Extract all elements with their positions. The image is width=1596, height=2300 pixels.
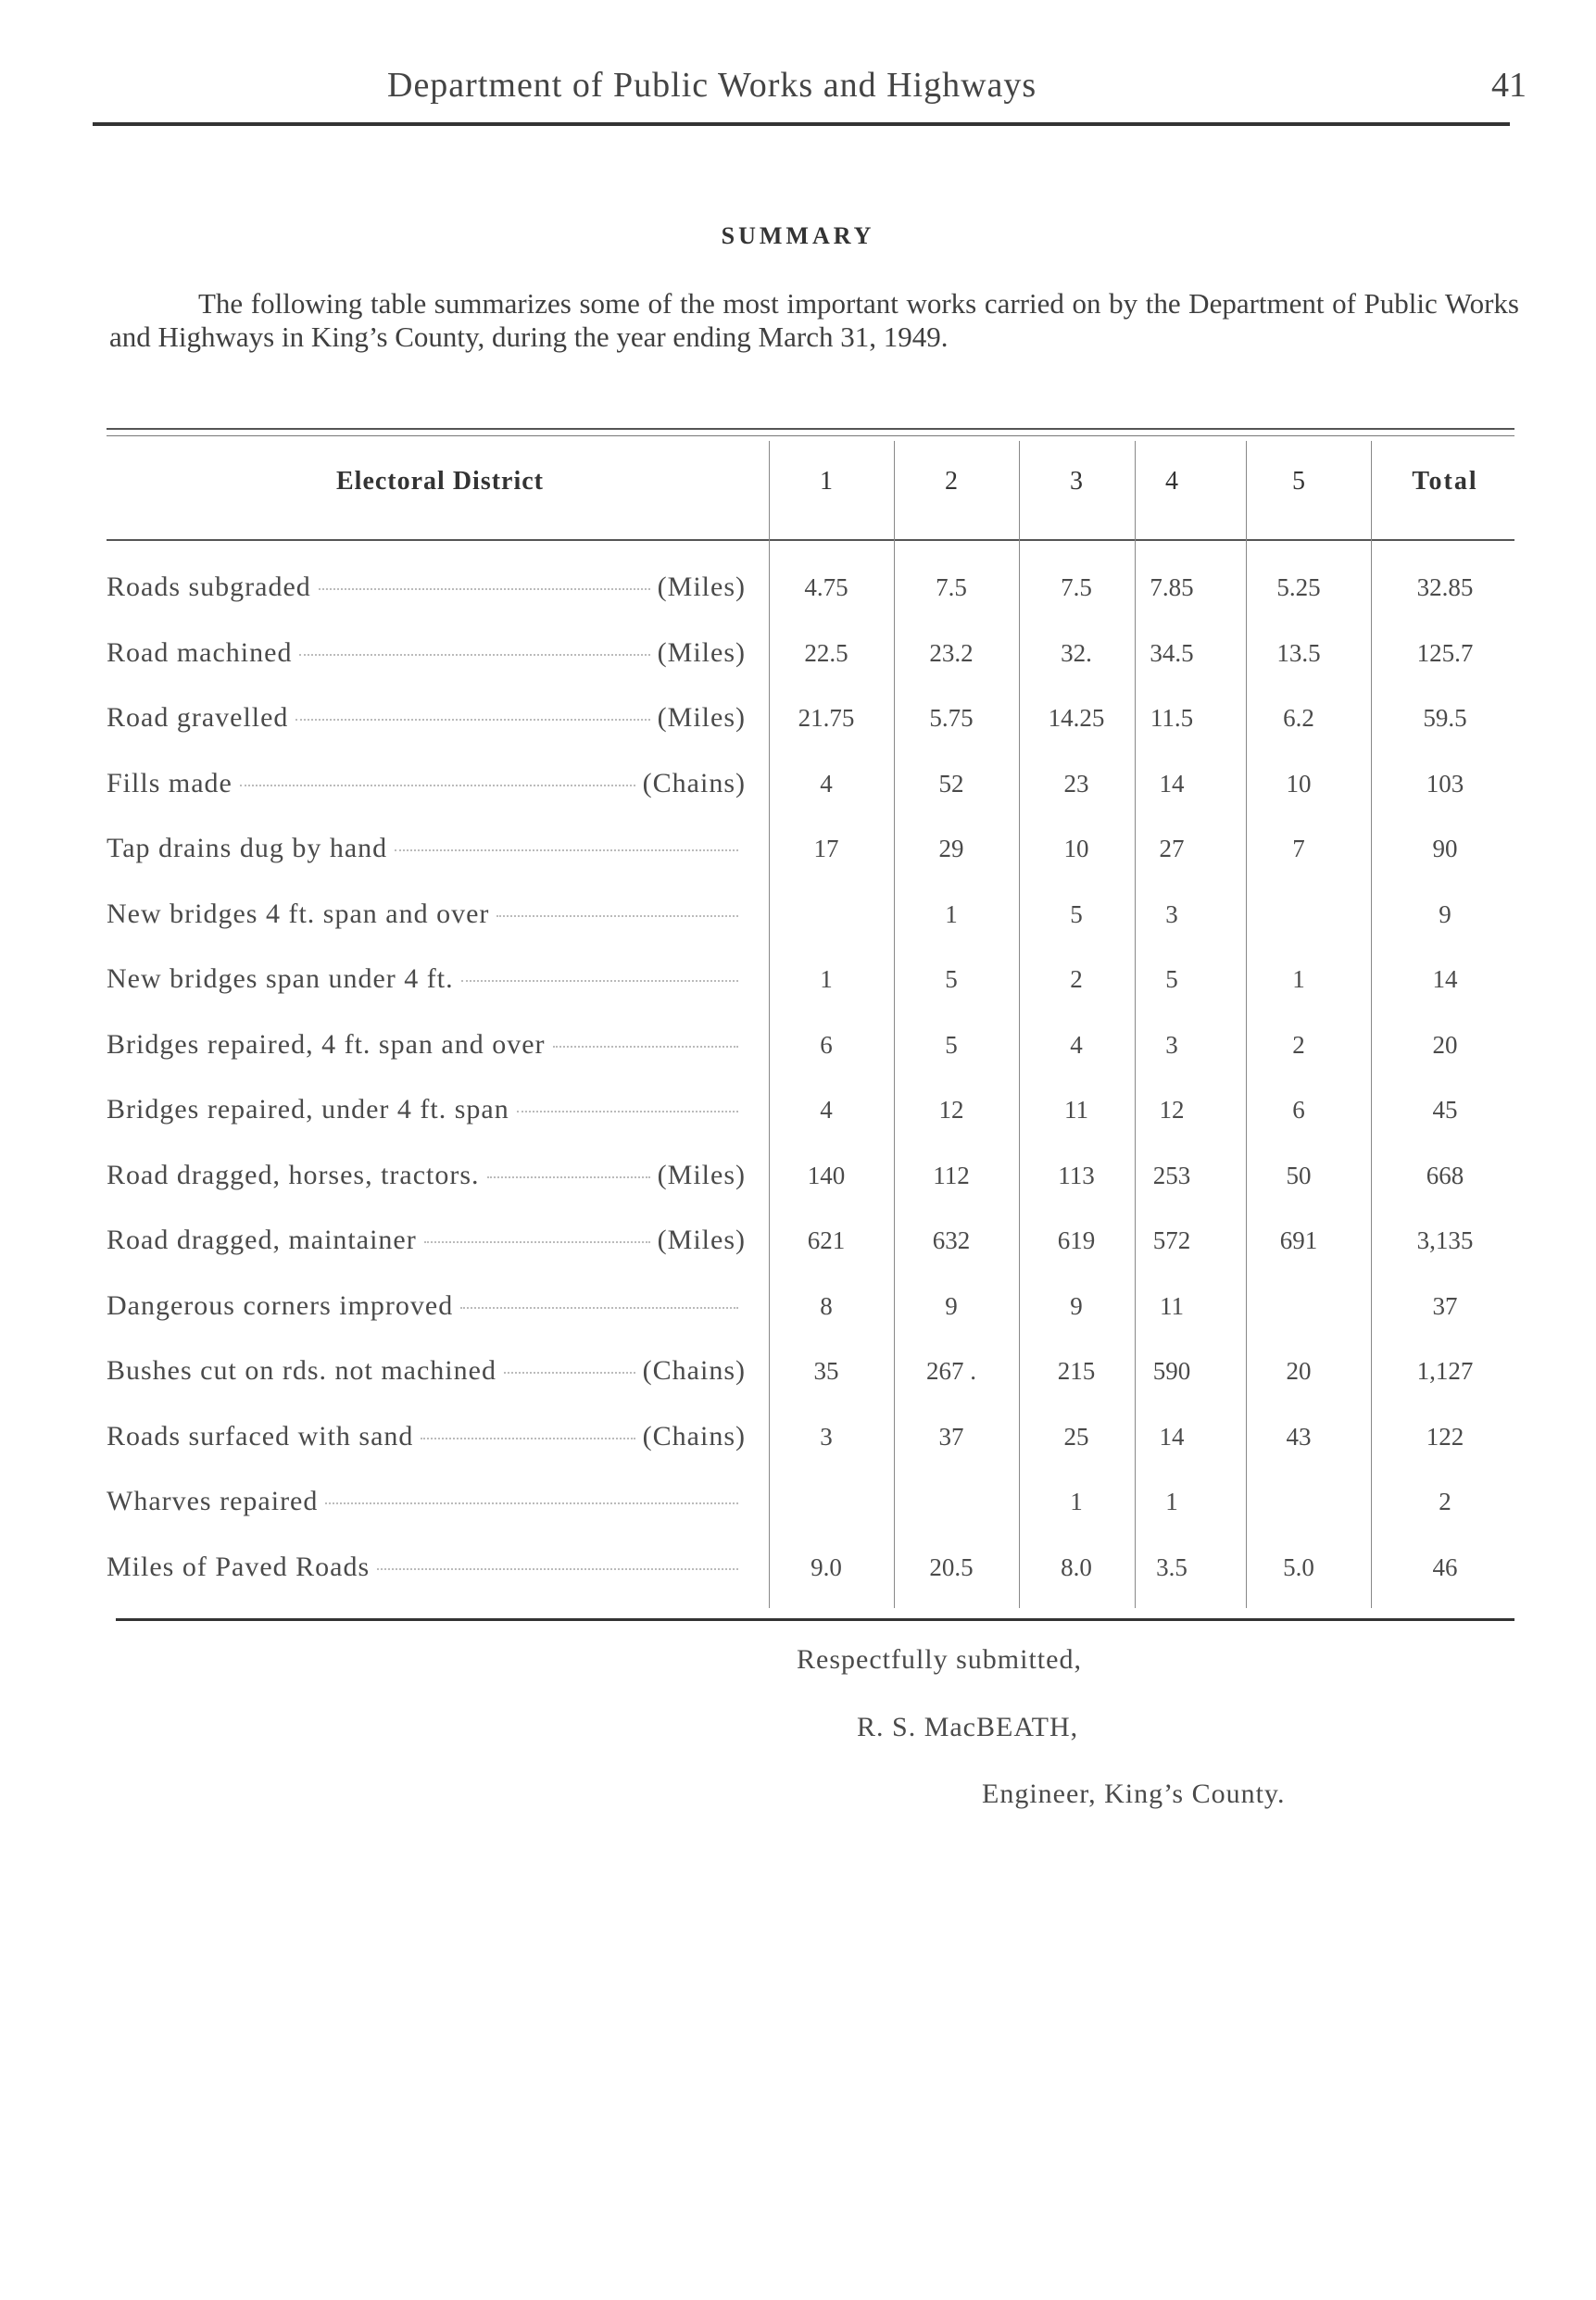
table-row — [107, 765, 1514, 830]
table-cell: 112 — [933, 1161, 970, 1189]
leader-dots — [517, 1111, 738, 1112]
table-row — [107, 1549, 1514, 1614]
intro-paragraph: The following table summarizes some of the most important works carried on by the Department of Public Works and Highways in King’s County, during the year ending March 31, 1949. — [109, 287, 1519, 353]
table-cell: 140 — [807, 1161, 846, 1189]
table-cell: 9 — [945, 1291, 958, 1320]
table-cell: 590 — [1152, 1357, 1191, 1385]
column-header: 2 — [945, 467, 958, 496]
row-label-text: Bridges repaired, under 4 ft. span — [107, 1094, 509, 1125]
table-row — [107, 1091, 1514, 1156]
header-title: Department of Public Works and Highways — [387, 66, 1037, 105]
table-cell: 2 — [1070, 965, 1083, 993]
table-cell: 6 — [1292, 1096, 1305, 1124]
table-cell: 3 — [1165, 1030, 1178, 1059]
row-label — [107, 569, 746, 606]
table-cell: 1,127 — [1416, 1357, 1474, 1385]
page-number: 41 — [1491, 66, 1527, 105]
leader-dots — [325, 1502, 738, 1504]
table-cell: 4 — [820, 1096, 833, 1124]
signature-name: R. S. MacBEATH, — [857, 1712, 1079, 1742]
row-label — [107, 1026, 746, 1063]
row-label — [107, 1352, 746, 1389]
column-header: 3 — [1070, 467, 1083, 496]
table-cell: 22.5 — [804, 638, 848, 667]
table-cell: 7 — [1292, 835, 1305, 862]
table-cell: 25 — [1063, 1422, 1089, 1451]
table-cell: 20.5 — [929, 1552, 974, 1581]
table-row — [107, 699, 1514, 764]
table-cell: 17 — [813, 835, 839, 862]
row-label-text: Miles of Paved Roads — [107, 1551, 371, 1582]
row-label-text: Bushes cut on rds. not machined — [107, 1355, 496, 1386]
row-unit: (Miles) — [657, 702, 746, 733]
table-cell: 90 — [1432, 835, 1458, 862]
row-label — [107, 1157, 746, 1194]
leader-dots — [377, 1568, 738, 1570]
table-cell: 1 — [1292, 965, 1305, 993]
leader-dots — [504, 1372, 635, 1374]
table-row — [107, 635, 1514, 699]
table-cell: 37 — [938, 1422, 964, 1451]
table-cell: 52 — [938, 769, 964, 798]
table-cell: 5 — [945, 1030, 958, 1059]
table-cell: 50 — [1286, 1161, 1312, 1189]
table-row — [107, 1483, 1514, 1548]
table-cell: 8 — [820, 1291, 833, 1320]
leader-dots — [553, 1046, 738, 1048]
row-label — [107, 635, 746, 672]
row-label — [107, 765, 746, 802]
table-cell: 59.5 — [1423, 704, 1467, 732]
row-label — [107, 1549, 746, 1586]
table-row — [107, 1026, 1514, 1091]
row-unit: (Chains) — [642, 1420, 746, 1452]
signature-closing: Respectfully submitted, — [797, 1644, 1082, 1675]
table-cell: 32. — [1061, 638, 1092, 667]
row-label-text: Fills made — [107, 767, 232, 798]
table-cell: 12 — [1159, 1096, 1185, 1124]
table-cell: 632 — [932, 1226, 971, 1254]
row-label — [107, 1091, 746, 1128]
table-cell: 10 — [1286, 769, 1312, 798]
table-cell: 1 — [945, 899, 958, 928]
table-bottom-rule — [116, 1618, 1514, 1621]
row-label-text: Tap drains dug by hand — [107, 833, 388, 863]
table-top-rule-inner — [107, 435, 1514, 436]
column-header: 5 — [1292, 467, 1305, 496]
table-cell: 20 — [1432, 1030, 1458, 1059]
row-label-text: Roads subgraded — [107, 572, 311, 602]
table-cell: 14 — [1159, 1422, 1185, 1451]
header-rule — [93, 122, 1510, 126]
row-unit: (Chains) — [642, 767, 746, 798]
table-cell: 1 — [1165, 1488, 1178, 1515]
leader-dots — [496, 915, 738, 917]
column-header: Total — [1412, 467, 1478, 496]
table-cell: 8.0 — [1061, 1552, 1092, 1581]
table-cell: 5.25 — [1276, 573, 1321, 601]
leader-dots — [395, 849, 738, 851]
table-cell: 2 — [1439, 1488, 1451, 1515]
leader-dots — [299, 654, 649, 656]
table-cell: 35 — [813, 1357, 839, 1385]
table-cell: 13.5 — [1276, 638, 1321, 667]
table-cell: 691 — [1279, 1226, 1318, 1254]
table-cell: 1 — [820, 965, 833, 993]
table-cell: 34.5 — [1150, 638, 1194, 667]
table-cell: 32.85 — [1416, 573, 1474, 601]
table-cell: 7.85 — [1150, 573, 1194, 601]
table-cell: 27 — [1159, 835, 1185, 862]
table-row — [107, 830, 1514, 895]
table-cell: 14 — [1432, 965, 1458, 993]
table-cell: 37 — [1432, 1291, 1458, 1320]
table-cell: 9 — [1070, 1291, 1083, 1320]
row-unit: (Chains) — [642, 1355, 746, 1386]
row-label-text: New bridges 4 ft. span and over — [107, 898, 490, 929]
leader-dots — [461, 980, 738, 982]
table-cell: 267 . — [926, 1357, 976, 1385]
table-cell: 11 — [1160, 1291, 1184, 1320]
table-cell: 29 — [938, 835, 964, 862]
row-unit: (Miles) — [657, 1225, 746, 1255]
leader-dots — [421, 1438, 635, 1439]
page-header — [109, 65, 1527, 130]
table-cell: 14.25 — [1048, 704, 1105, 732]
table-cell: 1 — [1070, 1488, 1083, 1515]
table-cell: 10 — [1063, 835, 1089, 862]
leader-dots — [424, 1241, 650, 1243]
table-row — [107, 1352, 1514, 1417]
table-row — [107, 961, 1514, 1025]
row-unit: (Miles) — [657, 1159, 746, 1190]
table-cell: 113 — [1058, 1161, 1095, 1189]
column-header: 1 — [820, 467, 833, 496]
table-cell: 23.2 — [929, 638, 974, 667]
row-label — [107, 896, 746, 933]
table-cell: 4.75 — [804, 573, 848, 601]
row-label — [107, 830, 746, 867]
table-header-rule — [107, 539, 1514, 541]
table-cell: 125.7 — [1416, 638, 1474, 667]
table-cell: 215 — [1057, 1357, 1096, 1385]
row-label-text: Roads surfaced with sand — [107, 1420, 414, 1452]
table-row — [107, 1157, 1514, 1222]
table-cell: 20 — [1286, 1357, 1312, 1385]
table-cell: 9 — [1439, 899, 1451, 928]
row-label-text: Road gravelled — [107, 702, 289, 733]
table-cell: 9.0 — [811, 1552, 842, 1581]
table-cell: 7.5 — [1061, 573, 1092, 601]
leader-dots — [460, 1307, 738, 1309]
table-cell: 3 — [1165, 899, 1178, 928]
row-label-text: Road machined — [107, 636, 293, 668]
table-cell: 6 — [820, 1030, 833, 1059]
table-cell: 5 — [1165, 965, 1178, 993]
table-row — [107, 896, 1514, 961]
row-label-text: Bridges repaired, 4 ft. span and over — [107, 1028, 546, 1060]
table-row — [107, 1222, 1514, 1287]
row-label — [107, 1483, 746, 1520]
column-header: 4 — [1165, 467, 1178, 496]
table-cell: 11 — [1064, 1096, 1088, 1124]
table-cell: 572 — [1152, 1226, 1191, 1254]
table-cell: 14 — [1159, 769, 1185, 798]
row-label-text: Wharves repaired — [107, 1486, 319, 1516]
row-unit: (Miles) — [657, 572, 746, 602]
table-cell: 11.5 — [1150, 704, 1194, 732]
table-cell: 23 — [1063, 769, 1089, 798]
table-cell: 3.5 — [1156, 1552, 1188, 1581]
row-label-text: Road dragged, maintainer — [107, 1225, 417, 1255]
table-cell: 122 — [1426, 1422, 1464, 1451]
table-cell: 4 — [1070, 1030, 1083, 1059]
table-cell: 668 — [1426, 1161, 1464, 1189]
leader-dots — [319, 588, 650, 590]
row-label-text: New bridges span under 4 ft. — [107, 963, 454, 994]
leader-dots — [295, 719, 649, 721]
table-cell: 6.2 — [1283, 704, 1314, 732]
table-row — [107, 569, 1514, 634]
table-cell: 5 — [945, 965, 958, 993]
table-cell: 4 — [820, 769, 833, 798]
table-cell: 103 — [1426, 769, 1464, 798]
table-cell: 12 — [938, 1096, 964, 1124]
table-row — [107, 1288, 1514, 1352]
leader-dots — [487, 1176, 650, 1178]
table-cell: 7.5 — [936, 573, 967, 601]
table-cell: 3 — [820, 1422, 833, 1451]
table-cell: 45 — [1432, 1096, 1458, 1124]
leader-dots — [240, 785, 635, 786]
table-cell: 253 — [1152, 1161, 1191, 1189]
table-cell: 21.75 — [798, 704, 855, 732]
table-cell: 3,135 — [1416, 1226, 1474, 1254]
row-label-text: Road dragged, horses, tractors. — [107, 1159, 480, 1190]
row-label — [107, 1288, 746, 1325]
table-cell: 621 — [807, 1226, 846, 1254]
row-label — [107, 699, 746, 736]
table-top-rule — [107, 428, 1514, 430]
row-label — [107, 1222, 746, 1259]
table-cell: 46 — [1432, 1552, 1458, 1581]
row-unit: (Miles) — [657, 636, 746, 668]
table-cell: 43 — [1286, 1422, 1312, 1451]
row-label-text: Dangerous corners improved — [107, 1289, 454, 1321]
table-cell: 5 — [1070, 899, 1083, 928]
table-cell: 619 — [1057, 1226, 1096, 1254]
summary-title: SUMMARY — [721, 222, 875, 249]
table-row — [107, 1418, 1514, 1483]
district-column-header: Electoral District — [335, 467, 545, 496]
table-cell: 5.75 — [929, 704, 974, 732]
table-cell: 5.0 — [1283, 1552, 1314, 1581]
row-label — [107, 1418, 746, 1455]
signature-title: Engineer, King’s County. — [982, 1778, 1286, 1809]
table-cell: 2 — [1292, 1030, 1305, 1059]
row-label — [107, 961, 746, 998]
